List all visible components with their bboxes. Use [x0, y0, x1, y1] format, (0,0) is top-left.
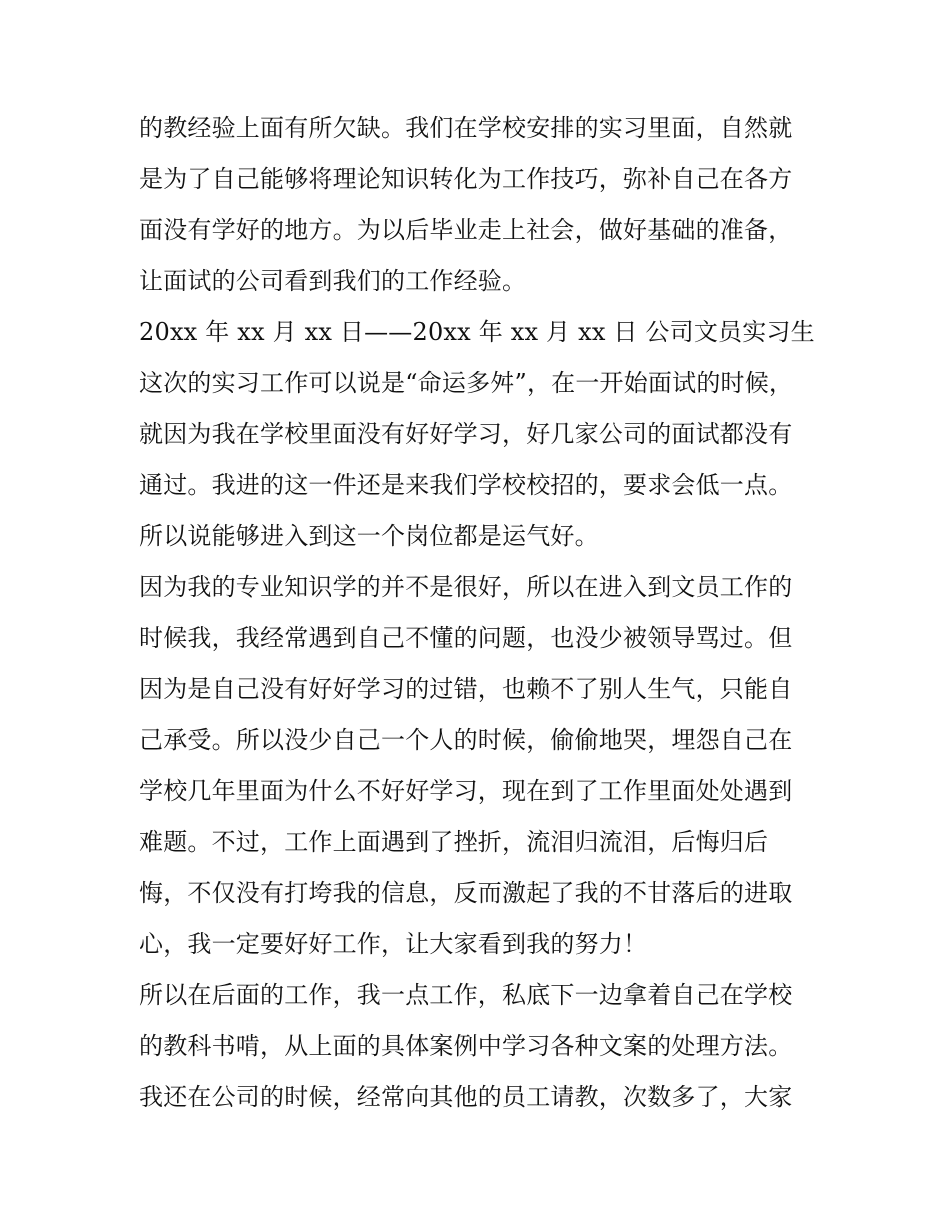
date-range-heading: 20xx 年 xx 月 xx 日——20xx 年 xx 月 xx 日 公司文员实习生 [139, 318, 815, 346]
text-line: 通过。我进的这一件还是来我们学校校招的，要求会低一点。 [139, 471, 793, 499]
text-line: 就因为我在学校里面没有好好学习，好几家公司的面试都没有 [139, 420, 793, 448]
text-line: 面没有学好的地方。为以后毕业走上社会，做好基础的准备， [139, 216, 793, 244]
text-line: 时候我，我经常遇到自己不懂的问题，也没少被领导骂过。但 [139, 624, 793, 652]
text-line: 学校几年里面为什么不好好学习，现在到了工作里面处处遇到 [139, 777, 793, 805]
text-line: 难题。不过，工作上面遇到了挫折，流泪归流泪，后悔归后 [139, 828, 769, 856]
text-line: 己承受。所以没少自己一个人的时候，偷偷地哭，埋怨自己在 [139, 726, 793, 754]
text-line: 悔，不仅没有打垮我的信息，反而激起了我的不甘落后的进取 [139, 879, 793, 907]
text-line: 这次的实习工作可以说是“命运多舛”，在一开始面试的时候， [139, 369, 794, 397]
text-line: 我还在公司的时候，经常向其他的员工请教，次数多了，大家 [139, 1083, 793, 1111]
text-line: 因为是自己没有好好学习的过错，也赖不了别人生气，只能自 [139, 675, 793, 703]
text-line: 所以说能够进入到这一个岗位都是运气好。 [139, 522, 599, 550]
text-line: 是为了自己能够将理论知识转化为工作技巧，弥补自己在各方 [139, 165, 793, 193]
text-line: 让面试的公司看到我们的工作经验。 [139, 267, 527, 295]
body-text [139, 103, 819, 1123]
text-line: 所以在后面的工作，我一点工作，私底下一边拿着自己在学校 [139, 981, 793, 1009]
text-line: 因为我的专业知识学的并不是很好，所以在进入到文员工作的 [139, 573, 793, 601]
text-line: 心，我一定要好好工作，让大家看到我的努力！ [139, 930, 648, 958]
text-line: 的教科书啃，从上面的具体案例中学习各种文案的处理方法。 [139, 1032, 793, 1060]
text-line: 的教经验上面有所欠缺。我们在学校安排的实习里面，自然就 [139, 114, 793, 142]
